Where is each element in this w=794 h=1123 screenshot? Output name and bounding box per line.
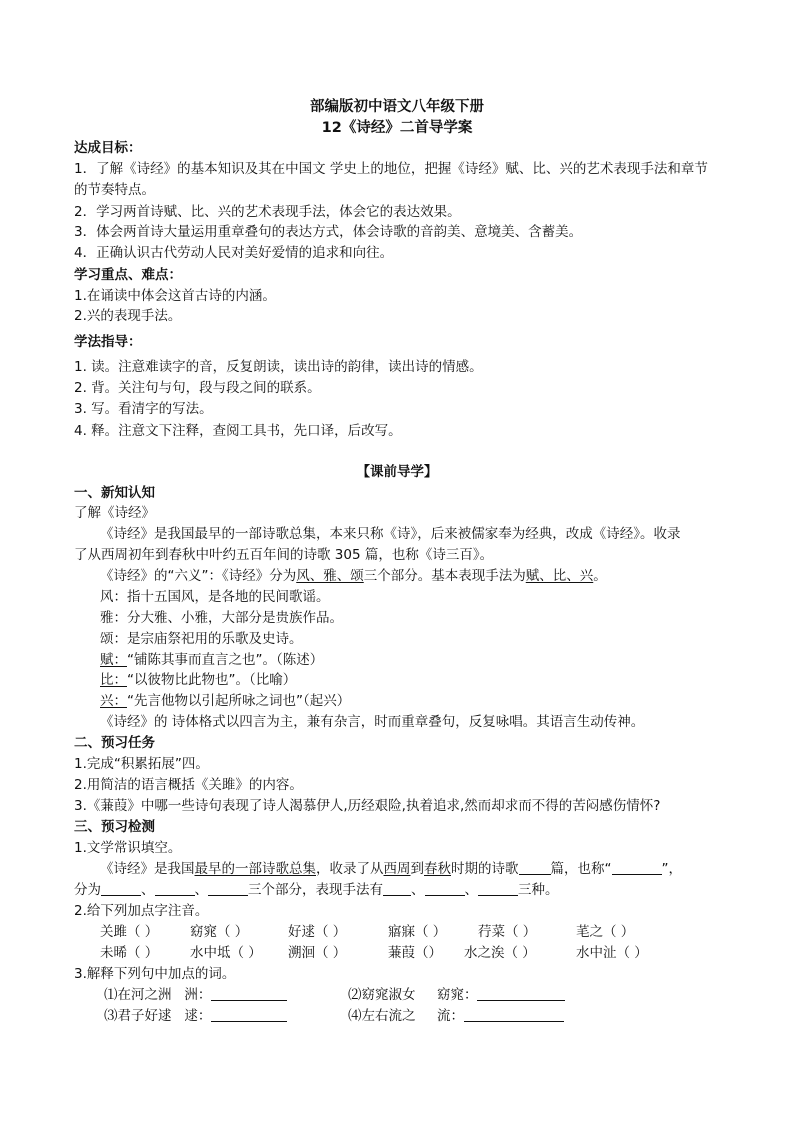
fill-blank[interactable] [383,881,411,896]
bi-def: 比：“以彼物比此物也”。（比喻） [100,672,297,688]
part1-sub: 了解《诗经》 [74,505,155,521]
pinyin-item[interactable]: 溯洄（ ） [288,945,347,961]
pinyin-item[interactable]: 窈窕（ ） [190,924,249,940]
q1-line2: 分为 、 、 三个部分，表现手法有 、 、 三种。 [74,882,559,898]
fill-blank[interactable] [425,881,465,896]
intro-paragraph: 《诗经》是我国最早的一部诗歌总集，本来只称《诗》，后来被儒家奉为经典，改成《诗经》。收录 [100,526,681,542]
part2-heading: 二、预习任务 [74,735,155,751]
pinyin-item[interactable]: 未晞（ ） [100,945,159,961]
goals-heading: 达成目标： [74,140,142,156]
keypoint-item: 2.兴的表现手法。 [74,308,182,324]
fill-blank[interactable] [612,860,662,875]
task-item: 1.完成“积累拓展”四。 [74,756,209,772]
fill-blank[interactable] [211,986,287,1001]
pinyin-item[interactable]: 水之涘（ ） [464,945,536,961]
q2-title: 2.给下列加点字注音。 [74,903,209,919]
form-paragraph: 《诗经》的 诗体格式以四言为主，兼有杂言，时而重章叠句，反复咏唱。其语言生动传神。 [100,714,645,730]
pinyin-item[interactable]: 寤寐（ ） [388,924,447,940]
method-item: 1. 读。注意难读字的音，反复朗读，读出诗的韵律，读出诗的情感。 [74,359,483,375]
xing-def: 兴：“先言他物以引起所咏之词也”（起兴） [100,693,351,709]
task-item: 2.用简洁的语言概括《关雎》的内容。 [74,777,303,793]
doc-subtitle: 12《诗经》二首导学案 [321,120,473,136]
explain-item: ⑴在河之洲 洲： [104,985,287,1005]
ya-def: 雅：分大雅、小雅，大部分是贵族作品。 [100,610,343,626]
goal-item: 4．正确认识古代劳动人民对美好爱情的追求和向往。 [74,245,394,261]
method-item: 3. 写。看清字的写法。 [74,401,213,417]
q1-title: 1.文学常识填空。 [74,840,182,856]
explain-item: ⑶君子好逑 逑： [104,1006,287,1026]
pinyin-item[interactable]: 水中沚（ ） [576,945,648,961]
fill-blank[interactable] [155,881,195,896]
fill-blank[interactable] [478,881,518,896]
pinyin-item[interactable]: 蒹葭（） [388,945,442,961]
keypoints-heading: 学习重点、难点： [74,267,182,283]
section-title: 【课前导学】 [356,464,438,480]
method-heading: 学法指导： [74,334,142,350]
fill-blank[interactable] [519,860,551,875]
goal-item: 3．体会两首诗大量运用重章叠句的表达方式，体会诗歌的音韵美、意境美、含蓄美。 [74,224,583,240]
part3-heading: 三、预习检测 [74,819,155,835]
method-item: 4. 释。注意文下注释，查阅工具书，先口译，后改写。 [74,423,402,439]
method-item: 2. 背。关注句与句，段与段之间的联系。 [74,380,321,396]
q1-line1: 《诗经》是我国最早的一部诗歌总集，收录了从西周到春秋时期的诗歌 篇，也称“ ”， [100,861,682,877]
fu-def: 赋：“铺陈其事而直言之也”。（陈述） [100,652,324,668]
fill-blank[interactable] [464,1007,564,1022]
explain-item: ⑵窈窕淑女 窈窕： [348,985,565,1005]
doc-title: 部编版初中语文八年级下册 [310,99,484,115]
six-meanings-line: 《诗经》的“六义”：《诗经》分为风、雅、颂三个部分。基本表现手法为赋、比、兴。 [100,568,607,584]
fill-blank[interactable] [101,881,141,896]
keypoint-item: 1.在诵读中体会这首古诗的内涵。 [74,288,276,304]
feng-def: 风：指十五国风，是各地的民间歌谣。 [100,589,330,605]
q3-title: 3.解释下列句中加点的词。 [74,966,236,982]
pinyin-item[interactable]: 水中坻（ ） [190,945,262,961]
intro-paragraph-cont: 了从西周初年到春秋中叶约五百年间的诗歌 305 篇，也称《诗三百》。 [74,547,494,563]
pinyin-item[interactable]: 芼之（ ） [576,924,635,940]
pinyin-item[interactable]: 好逑（ ） [288,924,347,940]
fill-blank[interactable] [208,881,248,896]
pinyin-item[interactable]: 荇菜（ ） [478,924,537,940]
fill-blank[interactable] [477,986,565,1001]
part1-heading: 一、新知认知 [74,485,155,501]
pinyin-item[interactable]: 关雎（ ） [100,924,159,940]
goal-item: 1．了解《诗经》的基本知识及其在中国文 学史上的地位，把握《诗经》赋、比、兴的艺术表现手法和章节 [74,161,708,177]
task-item: 3.《蒹葭》中哪一些诗句表现了诗人渴慕伊人,历经艰险,执着追求,然而却求而不得的苦闷感伤情怀? [74,798,661,814]
fill-blank[interactable] [211,1007,287,1022]
goal-item: 的节奏特点。 [74,182,155,198]
goal-item: 2．学习两首诗赋、比、兴的艺术表现手法，体会它的表达效果。 [74,204,461,220]
song-def: 颂：是宗庙祭祀用的乐歌及史诗。 [100,631,303,647]
explain-item: ⑷左右流之 流： [348,1006,564,1026]
